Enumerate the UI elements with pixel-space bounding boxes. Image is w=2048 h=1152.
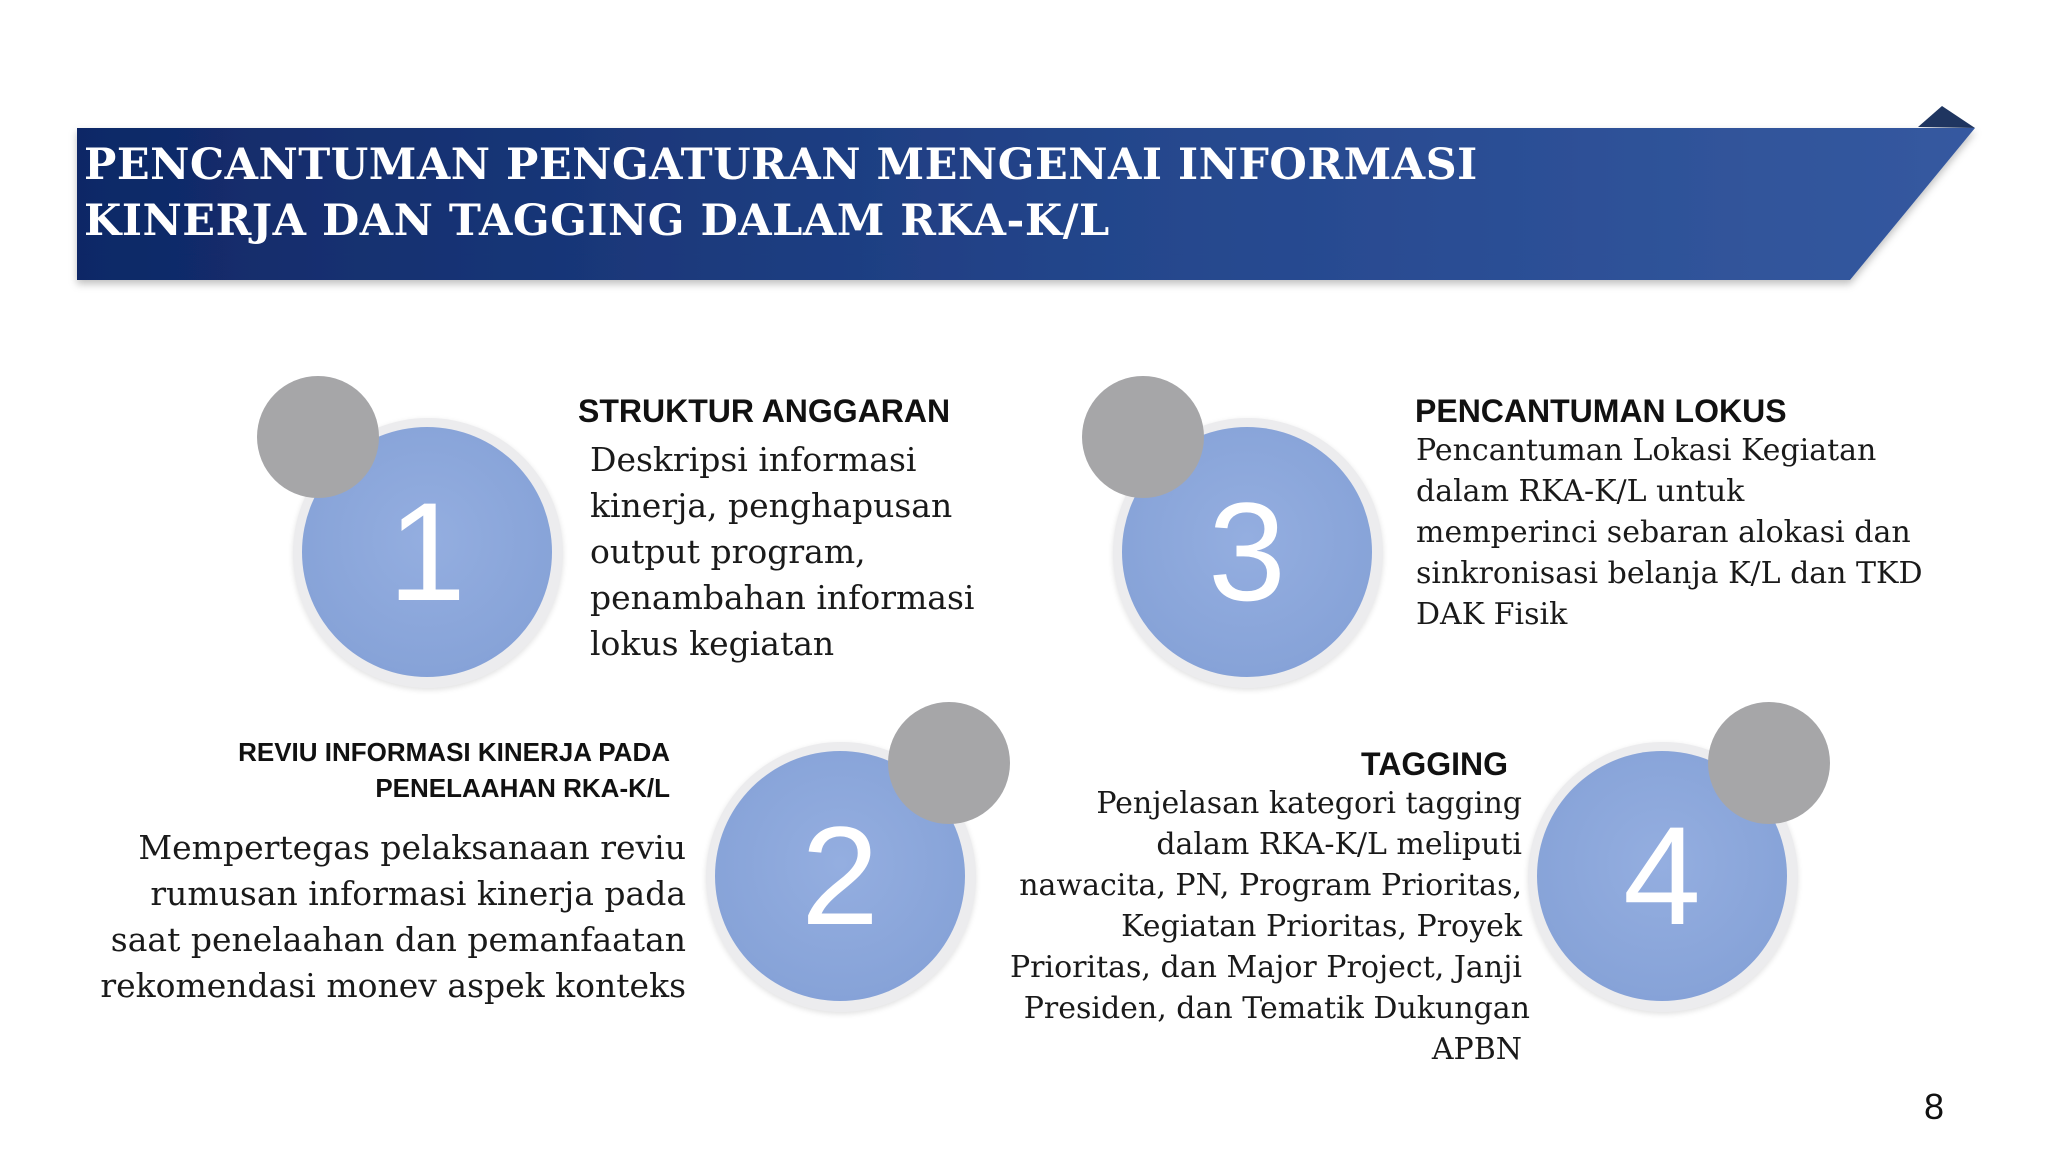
grey-dot bbox=[1082, 376, 1204, 498]
step-number-circle: 2 bbox=[715, 751, 965, 1001]
item-body-line: APBN bbox=[1431, 1032, 1522, 1067]
item-heading: TAGGING bbox=[1361, 746, 1508, 782]
grey-dot bbox=[1708, 702, 1830, 824]
item-body-line: dalam RKA-K/L untuk bbox=[1416, 474, 1745, 509]
grey-dot bbox=[257, 376, 379, 498]
item-body-line: Deskripsi informasi bbox=[590, 440, 917, 479]
grey-dot bbox=[888, 702, 1010, 824]
slide-title-line-2: KINERJA DAN TAGGING DALAM RKA-K/L bbox=[84, 196, 1110, 246]
item-body-line: memperinci sebaran alokasi dan bbox=[1416, 515, 1911, 550]
item-body-line: rekomendasi monev aspek konteks bbox=[100, 966, 686, 1005]
item-body-line: Pencantuman Lokasi Kegiatan bbox=[1416, 433, 1877, 468]
item-body-line: Penjelasan kategori tagging bbox=[1096, 786, 1522, 821]
item-body-line: Presiden, dan Tematik Dukungan bbox=[1023, 991, 1530, 1026]
item-body-line: output program, bbox=[590, 532, 866, 571]
item-body-line: saat penelaahan dan pemanfaatan bbox=[110, 920, 686, 959]
banner-fold bbox=[1918, 106, 1975, 128]
step-number-circle: 1 bbox=[302, 427, 552, 677]
item-heading: STRUKTUR ANGGARAN bbox=[578, 393, 951, 429]
item-body-line: sinkronisasi belanja K/L dan TKD bbox=[1416, 556, 1923, 591]
item-body-line: penambahan informasi bbox=[590, 578, 975, 617]
item-body-line: rumusan informasi kinerja pada bbox=[150, 874, 686, 913]
item-body-line: dalam RKA-K/L meliputi bbox=[1156, 827, 1522, 862]
step-number-circle: 3 bbox=[1122, 427, 1372, 677]
item-heading: PENCANTUMAN LOKUS bbox=[1415, 393, 1787, 429]
item-body-line: kinerja, penghapusan bbox=[590, 486, 953, 525]
item-body-line: Mempertegas pelaksanaan reviu bbox=[138, 828, 686, 867]
item-heading-line: REVIU INFORMASI KINERJA PADA bbox=[238, 737, 670, 767]
item-body-line: Prioritas, dan Major Project, Janji bbox=[1009, 950, 1522, 985]
page-number: 8 bbox=[1924, 1086, 1945, 1127]
item-body-line: nawacita, PN, Program Prioritas, bbox=[1019, 868, 1522, 903]
item-body-line: DAK Fisik bbox=[1416, 597, 1568, 632]
item-body-line: Kegiatan Prioritas, Proyek bbox=[1121, 909, 1522, 944]
slide-title-line-1: PENCANTUMAN PENGATURAN MENGENAI INFORMASI bbox=[84, 140, 1478, 190]
item-body-line: lokus kegiatan bbox=[590, 624, 835, 663]
step-number-circle: 4 bbox=[1537, 751, 1787, 1001]
item-heading-line: PENELAAHAN RKA-K/L bbox=[375, 773, 670, 803]
